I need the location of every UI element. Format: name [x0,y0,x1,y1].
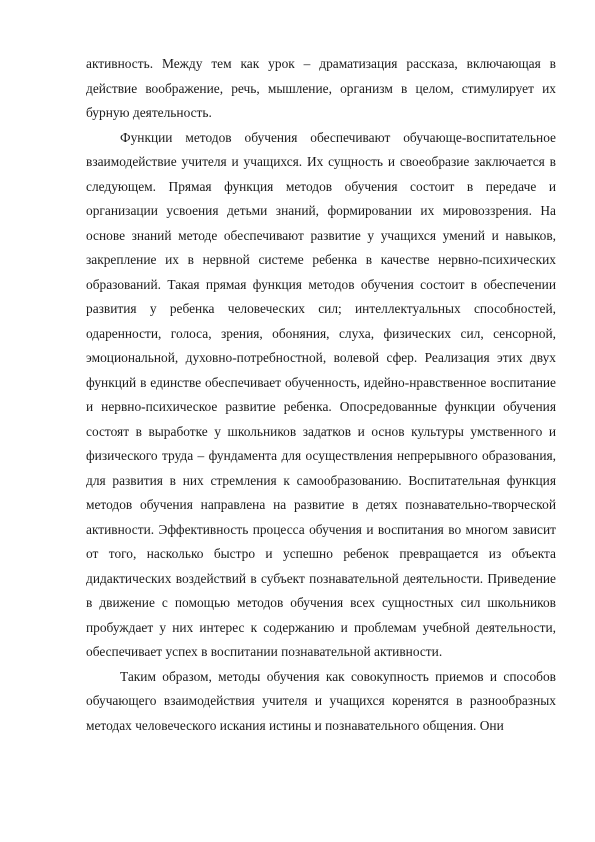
paragraph-3: Таким образом, методы обучения как совокупность приемов и способов обучающего взаимодействия учителя и учащихся коренятся в разнообразных методах человеческого искания истины и познавательного общения. Они [86,668,556,733]
paragraph-2: Функции методов обучения обеспечивают обучающе-воспитательное взаимодействие учителя и учащихся. Их сущность и своеобразие заключается в следующем. Прямая функция методов обучения состоит в передаче и организации усвоения детьми знаний, формировании их мировоззрения. На основе знаний методе обеспечивают развитие у учащихся умений и навыков, закрепление их в нервной системе ребенка в качестве нервно-психических образований. Такая прямая функция методов обучения состоит в обеспечении развития у ребенка человеческих сил; интеллектуальных способностей, одаренности, голоса, зрения, обоняния, слуха, физических сил, сенсорной, эмоциональной, духовно-потребностной, волевой сфер. Реализация этих двух функций в единстве обеспечивает обученность, идейно-нравственное воспитание и нервно-психическое развитие ребенка. Опосредованные функции обучения состоят в выработке у школьников задатков и основ культуры умственного и физического труда – фундамента для осуществления непрерывного образования, для развития в них стремления к самообразованию. Воспитательная функция методов обучения направлена на развитие в детях познавательно-творческой активности. Эффективность процесса обучения и воспитания во многом зависит от того, насколько быстро и успешно ребенок превращается из объекта дидактических воздействий в субъект познавательной деятельности. Приведение в движение с помощью методов обучения всех сущностных сил школьников пробуждает у них интерес к содержанию и проблемам учебной деятельности, обеспечивает успех в воспитании познавательной активности. [86,129,556,659]
document-body [86,52,556,738]
paragraph-1: активность. Между тем как урок – драматизация рассказа, включающая в действие воображение, речь, мышление, организм в целом, стимулирует их бурную деятельность. [86,56,556,120]
